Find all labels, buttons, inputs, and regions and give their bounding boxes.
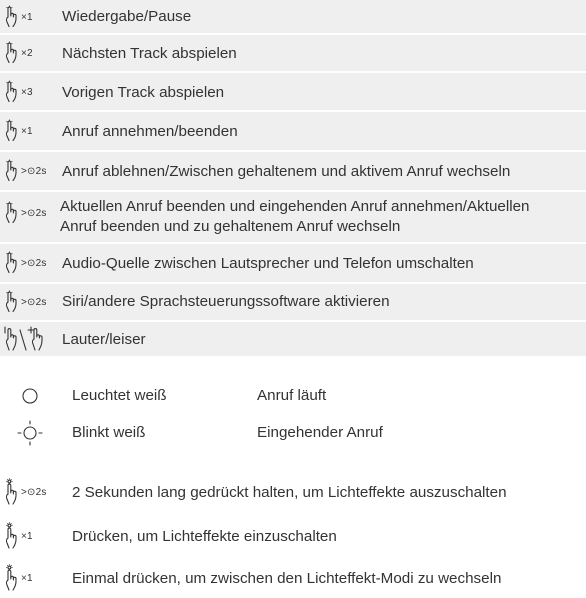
hold-duration: >⊙2s bbox=[21, 296, 47, 308]
finger-light-icon bbox=[4, 478, 58, 506]
volume-fingers-icon bbox=[4, 326, 58, 352]
light-effect-row bbox=[0, 562, 586, 596]
indicator-row bbox=[0, 418, 586, 448]
press-count: ×1 bbox=[21, 530, 33, 542]
finger-press-icon bbox=[4, 6, 58, 28]
control-label: Audio-Quelle zwischen Lautsprecher und Telefon umschalten bbox=[62, 255, 474, 272]
control-label-line1: Aktuellen Anruf beenden und eingehenden Anruf annehmen/Aktuellen bbox=[60, 198, 530, 215]
press-count: ×2 bbox=[21, 47, 33, 59]
light-effect-label: Einmal drücken, um zwischen den Lichteffekt-Modi zu wechseln bbox=[72, 570, 502, 587]
light-effect-row bbox=[0, 476, 586, 510]
control-label: Wiedergabe/Pause bbox=[62, 8, 192, 25]
control-row bbox=[0, 244, 586, 282]
finger-press-icon bbox=[4, 120, 58, 142]
finger-press-icon bbox=[4, 42, 58, 64]
control-label: Vorigen Track abspielen bbox=[62, 84, 225, 101]
hold-duration: >⊙2s bbox=[21, 257, 47, 269]
control-label: Nächsten Track abspielen bbox=[62, 45, 237, 62]
control-row bbox=[0, 192, 586, 242]
light-effect-label: Drücken, um Lichteffekte einzuschalten bbox=[72, 528, 337, 545]
press-count: ×1 bbox=[21, 125, 33, 137]
finger-hold-icon bbox=[4, 160, 58, 182]
hold-duration: >⊙2s bbox=[21, 165, 47, 177]
indicator-row bbox=[0, 382, 586, 410]
control-row bbox=[0, 0, 586, 33]
light-effect-row bbox=[0, 520, 586, 554]
control-label: Anruf annehmen/beenden bbox=[62, 123, 238, 140]
finger-hold-icon bbox=[4, 252, 58, 274]
control-row bbox=[0, 35, 586, 71]
control-row bbox=[0, 284, 586, 320]
control-row bbox=[0, 112, 586, 150]
led-blink-icon bbox=[15, 420, 45, 451]
finger-hold-icon bbox=[4, 291, 58, 313]
control-label: Lauter/leiser bbox=[62, 331, 146, 348]
led-state: Blinkt weiß bbox=[72, 424, 146, 441]
press-count: ×1 bbox=[21, 11, 33, 23]
control-label: Siri/andere Sprachsteuerungssoftware aktivieren bbox=[62, 293, 390, 310]
finger-hold-icon bbox=[4, 202, 58, 224]
control-row bbox=[0, 322, 586, 356]
hold-duration: >⊙2s bbox=[21, 486, 47, 498]
led-state: Leuchtet weiß bbox=[72, 387, 167, 404]
light-effect-label: 2 Sekunden lang gedrückt halten, um Lichteffekte auszuschalten bbox=[72, 484, 507, 501]
led-steady-icon bbox=[21, 387, 39, 410]
control-row bbox=[0, 152, 586, 190]
control-label: Anruf ablehnen/Zwischen gehaltenem und aktivem Anruf wechseln bbox=[62, 163, 511, 180]
finger-light-icon bbox=[4, 522, 58, 550]
control-row bbox=[0, 73, 586, 110]
finger-press-icon bbox=[4, 81, 58, 103]
led-meaning: Eingehender Anruf bbox=[257, 424, 383, 441]
control-label-line2: Anruf beenden und zu gehaltenem Anruf wechseln bbox=[60, 218, 401, 235]
press-count: ×1 bbox=[21, 572, 33, 584]
press-count: ×3 bbox=[21, 86, 33, 98]
finger-light-icon bbox=[4, 564, 58, 592]
hold-duration: >⊙2s bbox=[21, 207, 47, 219]
led-meaning: Anruf läuft bbox=[257, 387, 327, 404]
